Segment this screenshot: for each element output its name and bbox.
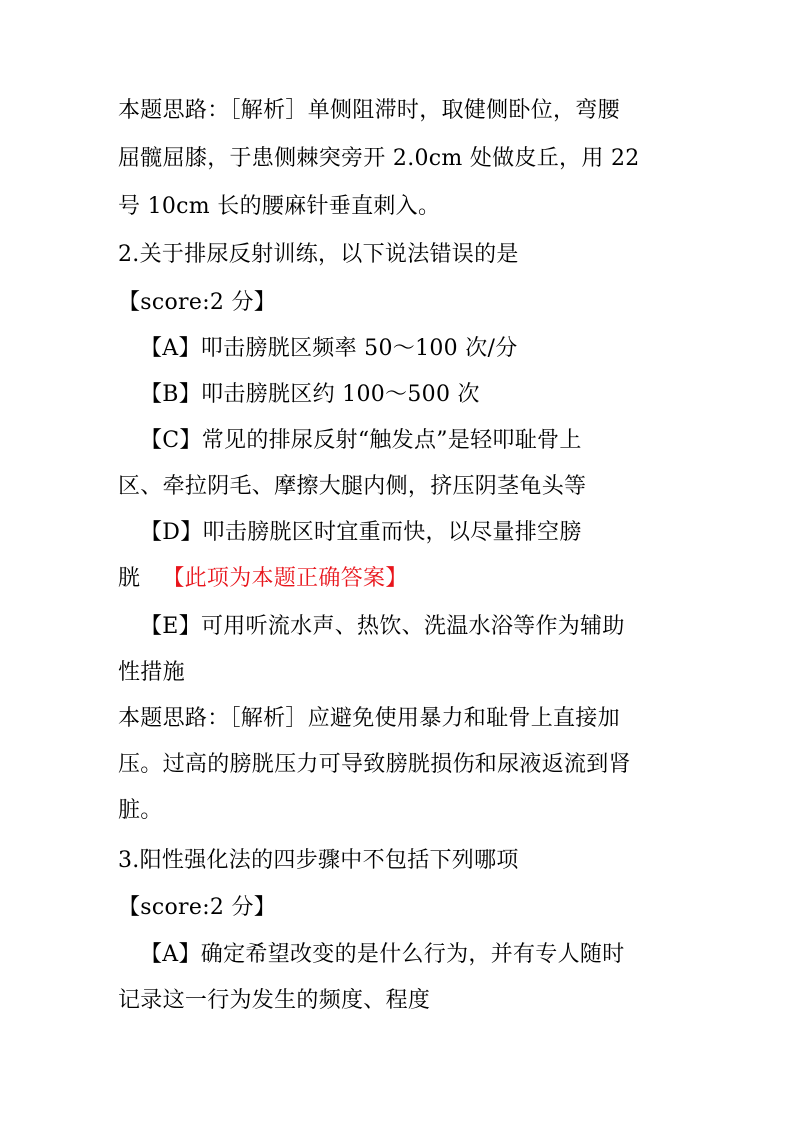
q2-option-a: 【A】叩击膀胱区频率 50～100 次/分 — [140, 336, 518, 361]
q2-question: 2.关于排尿反射训练，以下说法错误的是 — [118, 242, 519, 267]
q3-option-a-line-2: 记录这一行为发生的频度、程度 — [118, 988, 431, 1013]
q2-option-d-text: 胱 — [118, 566, 141, 591]
q3-question: 3.阳性强化法的四步骤中不包括下列哪项 — [118, 848, 519, 873]
q2-option-c-line-1: 【C】常见的排尿反射“触发点”是轻叩耻骨上 — [140, 428, 582, 453]
q2-option-d-line-2 — [118, 564, 408, 594]
q2-option-e-line-2: 性措施 — [118, 660, 185, 685]
q1-analysis-line-1: 本题思路：［解析］单侧阻滞时，取健侧卧位，弯腰 — [118, 98, 620, 123]
q2-option-b: 【B】叩击膀胱区约 100～500 次 — [140, 382, 480, 407]
q2-analysis-line-2: 压。过高的膀胱压力可导致膀胱损伤和尿液返流到肾 — [118, 752, 631, 777]
q2-analysis-line-1: 本题思路：［解析］应避免使用暴力和耻骨上直接加 — [118, 706, 620, 731]
q2-option-e-line-1: 【E】可用听流水声、热饮、洗温水浴等作为辅助 — [140, 614, 625, 639]
correct-answer-mark: 【此项为本题正确答案】 — [162, 566, 408, 591]
q2-option-c-line-2: 区、牵拉阴毛、摩擦大腿内侧，挤压阴茎龟头等 — [118, 474, 587, 499]
q1-analysis-line-3: 号 10cm 长的腰麻针垂直刺入。 — [118, 194, 441, 219]
q2-score: 【score:2 分】 — [118, 290, 277, 315]
q2-analysis-line-3: 脏。 — [118, 798, 163, 823]
q1-analysis-line-2: 屈髋屈膝，于患侧棘突旁开 2.0cm 处做皮丘，用 22 — [118, 146, 640, 171]
q3-score: 【score:2 分】 — [118, 895, 277, 920]
q2-option-d-line-1: 【D】叩击膀胱区时宜重而快，以尽量排空膀 — [140, 520, 582, 545]
q3-option-a-line-1: 【A】确定希望改变的是什么行为，并有专人随时 — [140, 942, 625, 967]
